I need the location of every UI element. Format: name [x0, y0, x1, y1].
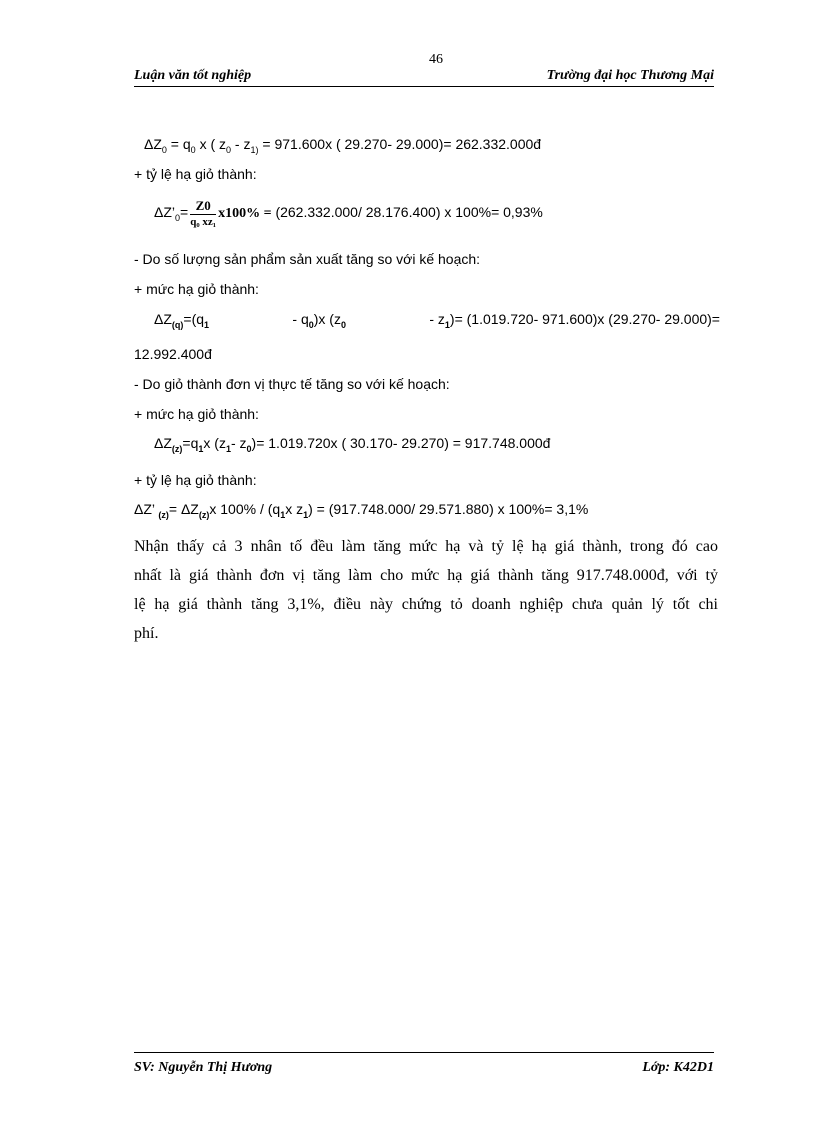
- text-ty-le-ha-2: + tỷ lệ hạ giỏ thành:: [134, 472, 257, 488]
- footer-class: Lớp: K42D1: [642, 1060, 714, 1075]
- header-university: Trường đại học Thương Mại: [546, 68, 714, 83]
- formula-delta-z-prime-0: $\Delta Z’_0=$ $\frac{Z0}{\text{q₀ xz₁}}$ x100% = (262.332.000/ 28.176.400) x 100%= 0,93%: [154, 197, 543, 228]
- formula-delta-z0: $\Delta Z_0 = q_0$ x ( $z_0 - z_{1)} = 971.600x$ ( 29.270- 29.000)= 262.332.000đ: [144, 136, 542, 155]
- fraction: $\frac{Z0}{\text{q₀ xz₁}}$: [190, 197, 217, 228]
- formula-delta-zz: $\Delta Z_{(z)}=q_1x$ ($z_1-$ $z_0)= 1.019.720x$ ( 30.170- 29.270) = 917.748.000đ: [154, 435, 551, 454]
- text-gia-thanh-tang: - Do giỏ thành đơn vị thực tế tăng so với kế hoạch:: [134, 376, 450, 392]
- footer-student-name: SV: Nguyễn Thị Hương: [134, 1060, 273, 1075]
- paragraph-line: Nhận thấy cả 3 nhân tố đều làm tăng mức hạ và tỷ lệ hạ giá thành, trong đó cao: [134, 538, 718, 555]
- formula-delta-z-prime-z: ΔZ’ $_{(z)}= \Delta Z_{(z)}x$ $100\% / (q_1x$ $z_1) = (917.748.000/$ 29.571.880) x 100%= 3,1%: [134, 501, 589, 520]
- paragraph-line: lệ hạ giá thành tăng 3,1%, điều này chứng tỏ doanh nghiệp chưa quản lý tốt chi: [134, 596, 718, 613]
- text-muc-ha-2: + mức hạ giỏ thành:: [134, 406, 259, 422]
- page-footer: [134, 1052, 714, 1077]
- header-thesis-title: Luận văn tốt nghiệp: [134, 68, 252, 83]
- paragraph-line: nhất là giá thành đơn vị tăng làm cho mức hạ giá thành tăng 917.748.000đ, với tỷ: [134, 567, 718, 584]
- text-so-luong-tang: - Do số lượng sản phẩm sản xuất tăng so với kế hoạch:: [134, 251, 481, 267]
- text-ty-le-ha: + tỷ lệ hạ giỏ thành:: [134, 166, 257, 182]
- formula-delta-zq: $\Delta Z_{(q)}=(q_1$ - $q_0)x$ ($z_0$ - $z_1)= (1.019.720-$ 971.600)x (29.270- 29.000)=: [154, 311, 720, 330]
- text-result-zq: 12.992.400đ: [134, 346, 212, 362]
- paragraph-line: phí.: [134, 625, 159, 642]
- page-header: [134, 68, 714, 87]
- page-number: 46: [429, 52, 443, 67]
- conclusion-paragraph: [134, 532, 718, 648]
- text-muc-ha-1: + mức hạ giỏ thành:: [134, 281, 259, 297]
